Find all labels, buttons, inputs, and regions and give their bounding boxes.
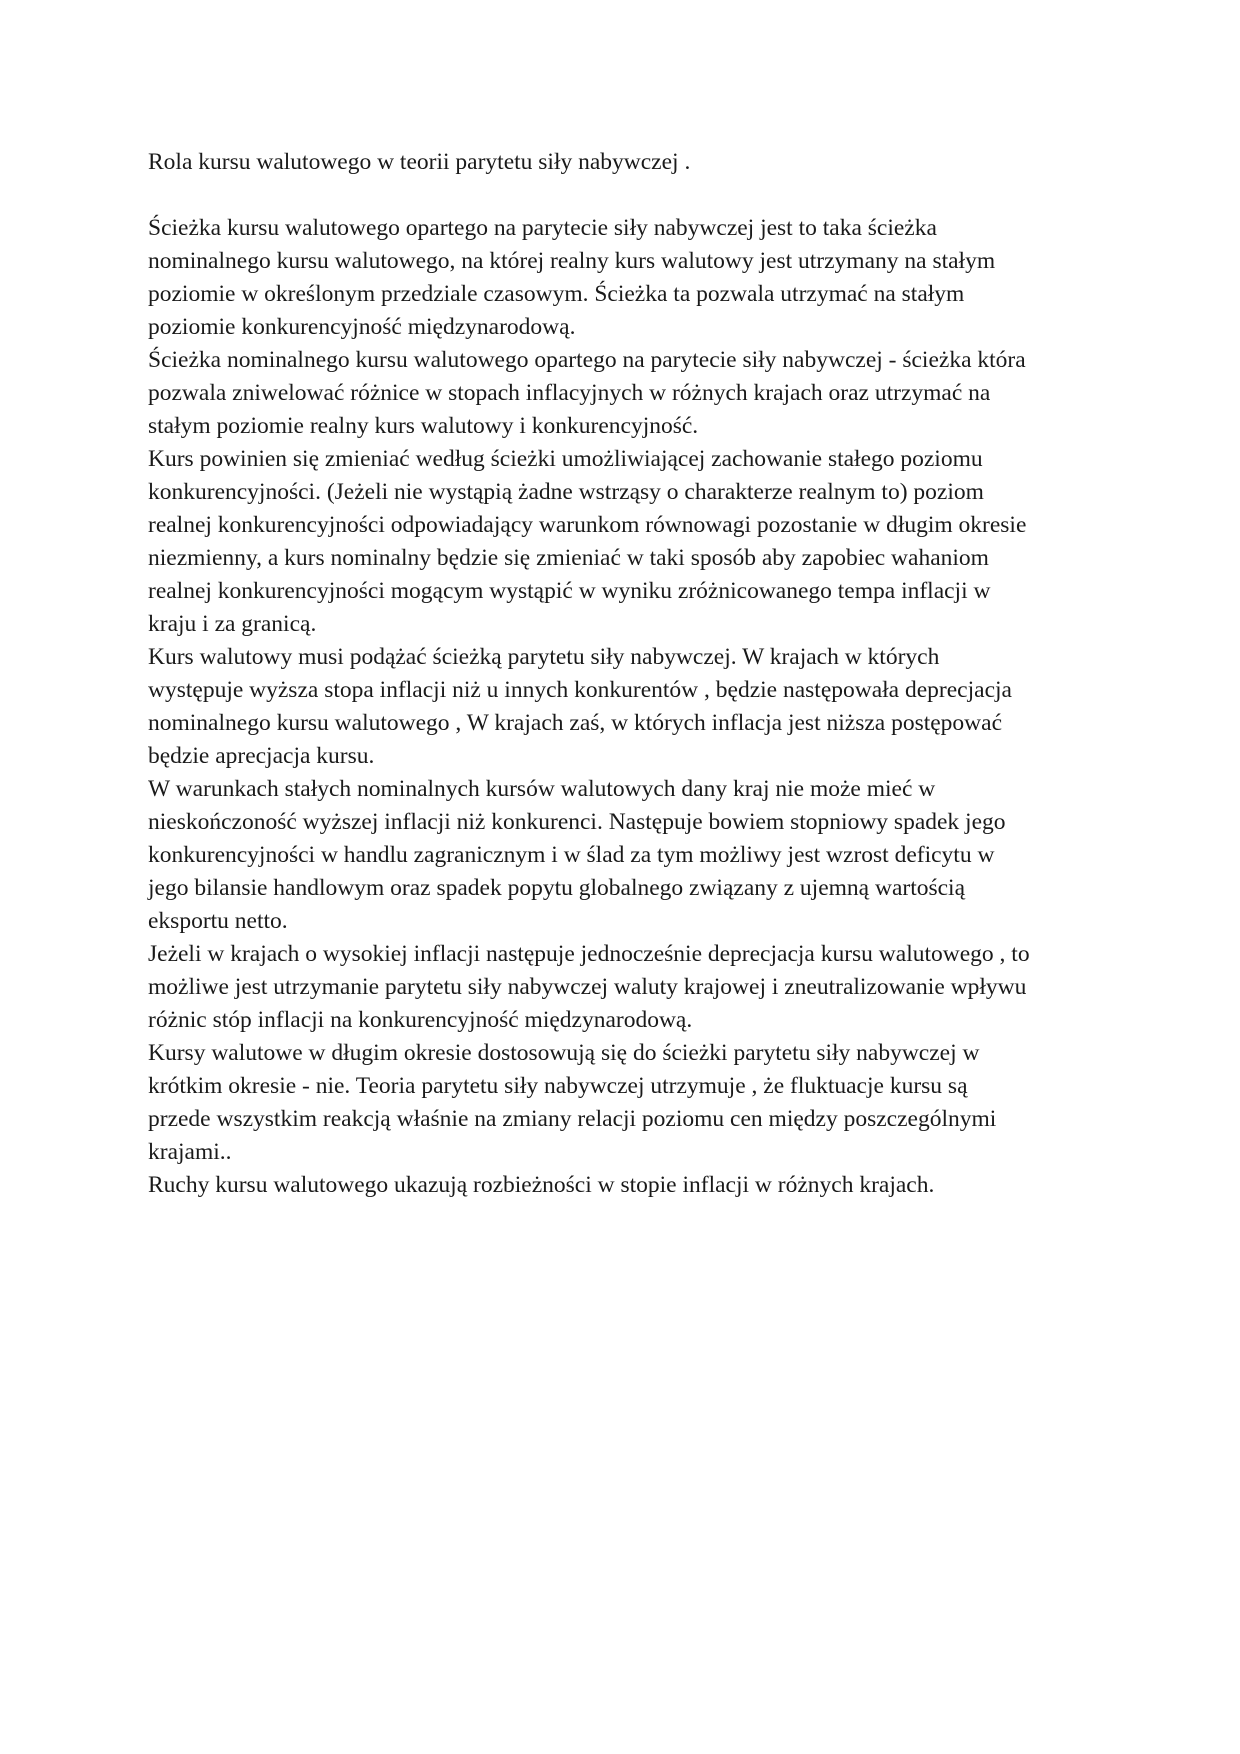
text-line: krajami.. (148, 1139, 232, 1165)
paragraph (148, 344, 1098, 443)
text-line: jego bilansie handlowym oraz spadek popytu globalnego związany z ujemną wartością (148, 875, 966, 901)
text-line: konkurencyjności. (Jeżeli nie wystąpią żadne wstrząsy o charakterze realnym to) poziom (148, 479, 984, 505)
text-line: poziomie konkurencyjność międzynarodową. (148, 314, 576, 340)
paragraph (148, 938, 1098, 1037)
text-line: Kurs powinien się zmieniać według ścieżki umożliwiającej zachowanie stałego poziomu (148, 446, 983, 472)
text-line: Ścieżka kursu walutowego opartego na parytecie siły nabywczej jest to taka ścieżka (148, 215, 937, 241)
text-line: poziomie w określonym przedziale czasowym. Ścieżka ta pozwala utrzymać na stałym (148, 281, 965, 307)
text-line: niezmienny, a kurs nominalny będzie się zmieniać w taki sposób aby zapobiec wahaniom (148, 545, 989, 571)
text-line: realnej konkurencyjności odpowiadający warunkom równowagi pozostanie w długim okresie (148, 512, 1027, 538)
paragraph (148, 1169, 1098, 1202)
paragraph (148, 773, 1098, 938)
text-line: krótkim okresie - nie. Teoria parytetu siły nabywczej utrzymuje , że fluktuacje kursu są (148, 1073, 968, 1099)
text-line: pozwala zniwelować różnice w stopach inflacyjnych w różnych krajach oraz utrzymać na (148, 380, 991, 406)
document-body (148, 146, 1098, 1202)
paragraph (148, 1037, 1098, 1169)
paragraph (148, 212, 1098, 344)
text-line: Kurs walutowy musi podążać ścieżką parytetu siły nabywczej. W krajach w których (148, 644, 940, 670)
text-line: stałym poziomie realny kurs walutowy i konkurencyjność. (148, 413, 699, 439)
text-line: realnej konkurencyjności mogącym wystąpić w wyniku zróżnicowanego tempa inflacji w (148, 578, 991, 604)
text-line: Ruchy kursu walutowego ukazują rozbieżności w stopie inflacji w różnych krajach. (148, 1172, 935, 1198)
text-line: Kursy walutowe w długim okresie dostosowują się do ścieżki parytetu siły nabywczej w (148, 1040, 980, 1066)
text-line: różnic stóp inflacji na konkurencyjność międzynarodową. (148, 1007, 693, 1033)
text-line: W warunkach stałych nominalnych kursów walutowych dany kraj nie może mieć w (148, 776, 936, 802)
text-line: nieskończoność wyższej inflacji niż konkurenci. Następuje bowiem stopniowy spadek jego (148, 809, 1006, 835)
text-line: możliwe jest utrzymanie parytetu siły nabywczej waluty krajowej i zneutralizowanie wpływu (148, 974, 1027, 1000)
text-line: przede wszystkim reakcją właśnie na zmiany relacji poziomu cen między poszczególnymi (148, 1106, 997, 1132)
text-line: Jeżeli w krajach o wysokiej inflacji następuje jednocześnie deprecjacja kursu walutowego , to (148, 941, 1030, 967)
paragraph (148, 443, 1098, 641)
text-line: kraju i za granicą. (148, 611, 317, 637)
paragraph (148, 641, 1098, 773)
text-line: Ścieżka nominalnego kursu walutowego opartego na parytecie siły nabywczej - ścieżka która (148, 347, 1026, 373)
text-line: będzie aprecjacja kursu. (148, 743, 375, 769)
paragraph-list (148, 212, 1098, 1202)
text-line: występuje wyższa stopa inflacji niż u innych konkurentów , będzie następowała deprecjacja (148, 677, 1012, 703)
text-line: nominalnego kursu walutowego , W krajach zaś, w których inflacja jest niższa postępować (148, 710, 1003, 736)
text-line: eksportu netto. (148, 908, 288, 934)
document-title: Rola kursu walutowego w teorii parytetu siły nabywczej . (148, 149, 691, 175)
text-line: nominalnego kursu walutowego, na której realny kurs walutowy jest utrzymany na stałym (148, 248, 996, 274)
text-line: konkurencyjności w handlu zagranicznym i w ślad za tym możliwy jest wzrost deficytu w (148, 842, 995, 868)
